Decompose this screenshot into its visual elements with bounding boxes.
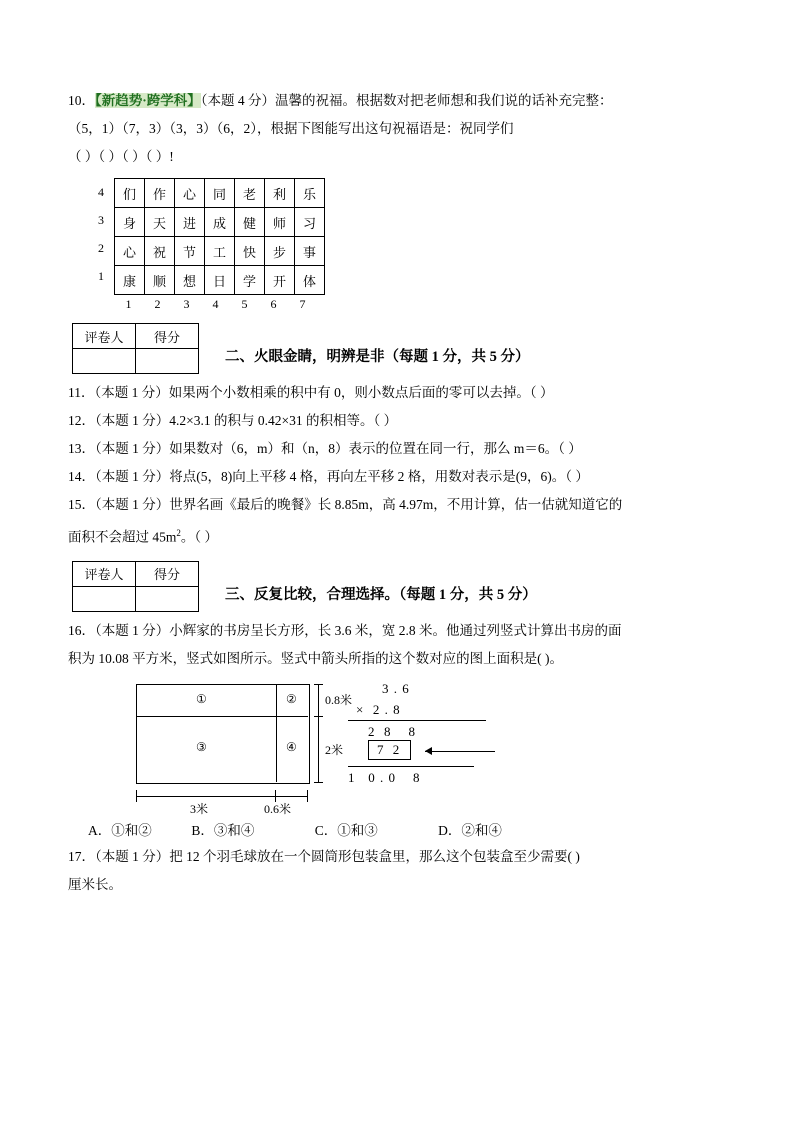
question-10 <box>68 88 723 114</box>
grid-row-label: 1 <box>98 269 104 283</box>
figure-label-2: ② <box>286 691 297 706</box>
question-16-choices <box>68 818 723 844</box>
table-row <box>115 237 325 266</box>
grid-cell: 节 <box>175 237 205 266</box>
mult-line-3: 2 8 8 <box>348 720 486 742</box>
grid-cell: 体 <box>295 266 325 295</box>
grid-row-label: 2 <box>98 241 104 255</box>
question-17-line2: 厘米长。 <box>68 876 122 892</box>
score-box-label-score: 得分 <box>136 324 199 349</box>
grid-cell: 乐 <box>295 179 325 208</box>
figure-label-1: ① <box>196 691 207 706</box>
grid-cell: 步 <box>265 237 295 266</box>
dim-tick-bottom <box>314 782 323 783</box>
mult-boxed-partial-product: 7 2 <box>368 740 411 760</box>
choice-b[interactable]: B．③和④ <box>191 822 255 838</box>
arrow-left-icon <box>425 747 432 755</box>
question-12-text: （本题 1 分）4.2×3.1 的积与 0.42×31 的积相等。（ ） <box>95 413 398 428</box>
dim-line-3m <box>136 796 276 797</box>
grid-col-labels <box>114 295 723 313</box>
section-3-header <box>68 561 723 612</box>
table-row <box>73 324 199 349</box>
figure-horizontal-divider <box>136 716 308 717</box>
grid-col-label: 6 <box>270 297 277 311</box>
score-box-label-score: 得分 <box>136 561 199 586</box>
dim-tick-right <box>307 790 308 802</box>
grid-cell: 学 <box>235 266 265 295</box>
question-17-number: 17． <box>68 848 95 864</box>
question-11-number: 11． <box>68 385 95 400</box>
choice-d[interactable]: D．②和④ <box>438 822 502 838</box>
pointer-line <box>425 751 495 752</box>
question-16-figure <box>68 678 723 816</box>
figure-rectangle <box>136 684 310 784</box>
grid-cell: 老 <box>235 179 265 208</box>
dim-line-2m <box>318 716 319 782</box>
figure-label-4: ④ <box>286 739 297 754</box>
question-10-line-b: （5，1）（7，3）（3，3）（6，2），根据下图能写出这句祝福语是：祝同学们 <box>68 121 514 136</box>
question-15-text-line2-post: 。（ ） <box>180 529 219 545</box>
question-15-line2 <box>68 520 723 551</box>
question-15-superscript: 2 <box>176 528 181 538</box>
choice-c[interactable]: C．①和③ <box>314 822 378 838</box>
question-13-number: 13． <box>68 441 95 456</box>
question-15-text-line2-pre: 面积不会超过 45m <box>68 529 177 545</box>
question-14 <box>68 464 723 490</box>
question-13-text: （本题 1 分）如果数对（6，m）和（n，8）表示的位置在同一行，那么 m＝6。（ ） <box>95 441 582 456</box>
question-16-number: 16． <box>68 622 95 638</box>
question-14-number: 14． <box>68 469 95 484</box>
question-12 <box>68 408 723 434</box>
dim-label-0-8: 0.8米 <box>325 692 353 707</box>
grid-row-label: 3 <box>98 213 104 227</box>
grid-cell: 工 <box>205 237 235 266</box>
grid-cell: 顺 <box>145 266 175 295</box>
figure-vertical-divider <box>276 684 277 782</box>
grid-col-label: 5 <box>241 297 248 311</box>
grid-cell: 成 <box>205 208 235 237</box>
question-10-figure <box>92 178 723 313</box>
section-3-title: 三、反复比较，合理选择。（每题 1 分，共 5 分） <box>225 586 537 603</box>
table-row <box>73 349 199 374</box>
question-10-blanks: （ ）（ ）（ ）（ ）! <box>68 149 174 164</box>
mult-line-1: 3 . 6 <box>382 680 410 696</box>
grid-col-label: 3 <box>183 297 190 311</box>
table-row <box>115 179 325 208</box>
grid-cell: 进 <box>175 208 205 237</box>
grid-col-label: 1 <box>125 297 132 311</box>
score-box-input-score[interactable] <box>136 586 199 611</box>
table-row <box>73 586 199 611</box>
character-grid <box>114 178 325 295</box>
question-10-tag: 【新趋势·跨学科】 <box>95 93 201 108</box>
question-15-number: 15． <box>68 497 95 512</box>
question-13 <box>68 436 723 462</box>
grid-cell: 作 <box>145 179 175 208</box>
question-17 <box>68 844 723 870</box>
question-10-number: 10． <box>68 93 95 108</box>
grid-cell: 师 <box>265 208 295 237</box>
question-11-text: （本题 1 分）如果两个小数相乘的积中有 0，则小数点后面的零可以去掉。（ ） <box>94 385 554 400</box>
question-12-number: 12． <box>68 413 95 428</box>
grid-col-label: 7 <box>299 297 306 311</box>
question-11 <box>68 380 723 406</box>
table-row <box>115 266 325 295</box>
grid-cell: 心 <box>115 237 145 266</box>
score-box <box>72 323 199 374</box>
mult-line-5: 1 0 . 0 8 <box>348 766 474 788</box>
grid-cell: 日 <box>205 266 235 295</box>
dim-label-2m: 2米 <box>325 742 344 757</box>
figure-label-3: ③ <box>196 739 207 754</box>
table-row <box>73 561 199 586</box>
grid-cell: 们 <box>115 179 145 208</box>
grid-cell: 利 <box>265 179 295 208</box>
dim-label-0-6: 0.6米 <box>264 801 292 816</box>
score-box-input-grader[interactable] <box>73 349 136 374</box>
grid-cell: 健 <box>235 208 265 237</box>
grid-cell: 心 <box>175 179 205 208</box>
grid-cell: 祝 <box>145 237 175 266</box>
section-2-title: 二、火眼金睛，明辨是非（每题 1 分，共 5 分） <box>225 349 530 365</box>
score-box-label-grader: 评卷人 <box>73 324 136 349</box>
section-2-header <box>68 323 723 374</box>
grid-cell: 开 <box>265 266 295 295</box>
grid-cell: 想 <box>175 266 205 295</box>
table-row <box>115 208 325 237</box>
vertical-multiplication <box>348 678 486 788</box>
grid-cell: 身 <box>115 208 145 237</box>
grid-row-labels <box>92 178 110 290</box>
grid-col-label: 4 <box>212 297 219 311</box>
grid-cell: 康 <box>115 266 145 295</box>
question-17-text-line1: （本题 1 分）把 12 个羽毛球放在一个圆筒形包装盒里，那么这个包装盒至少需要( ) <box>95 848 580 864</box>
grid-row-label: 4 <box>98 185 104 199</box>
question-14-text: （本题 1 分）将点(5，8)向上平移 4 格，再向左平移 2 格，用数对表示是(9，6)。（ ） <box>95 469 589 484</box>
score-box-input-grader[interactable] <box>73 586 136 611</box>
dim-tick-top <box>314 684 323 685</box>
question-15-text-line1: （本题 1 分）世界名画《最后的晚餐》长 8.85m，高 4.97m，不用计算，估一估就知道它的 <box>95 497 623 512</box>
score-box-label-grader: 评卷人 <box>73 561 136 586</box>
score-box-input-score[interactable] <box>136 349 199 374</box>
grid-col-label: 2 <box>154 297 161 311</box>
score-box <box>72 561 199 612</box>
question-10-text-a: （本题 4 分）温馨的祝福。根据数对把老师想和我们说的话补充完整： <box>200 93 613 108</box>
dim-label-3m: 3米 <box>190 801 209 816</box>
choice-a[interactable]: A．①和② <box>88 822 152 838</box>
grid-cell: 天 <box>145 208 175 237</box>
question-15 <box>68 492 723 518</box>
question-16-line2: 积为 10.08 平方米，竖式如图所示。竖式中箭头所指的这个数对应的图上面积是( )。 <box>68 650 563 666</box>
question-16-text-line1: （本题 1 分）小辉家的书房呈长方形，长 3.6 米，宽 2.8 米。他通过列竖式计算出书房的面 <box>95 622 622 638</box>
dim-tick-left <box>136 790 137 802</box>
question-16 <box>68 618 723 644</box>
grid-cell: 事 <box>295 237 325 266</box>
grid-cell: 快 <box>235 237 265 266</box>
dim-line-0-8 <box>318 684 319 716</box>
mult-line-2: × 2 . 8 <box>356 701 401 717</box>
grid-cell: 同 <box>205 179 235 208</box>
grid-cell: 习 <box>295 208 325 237</box>
dim-line-0-6 <box>276 796 308 797</box>
